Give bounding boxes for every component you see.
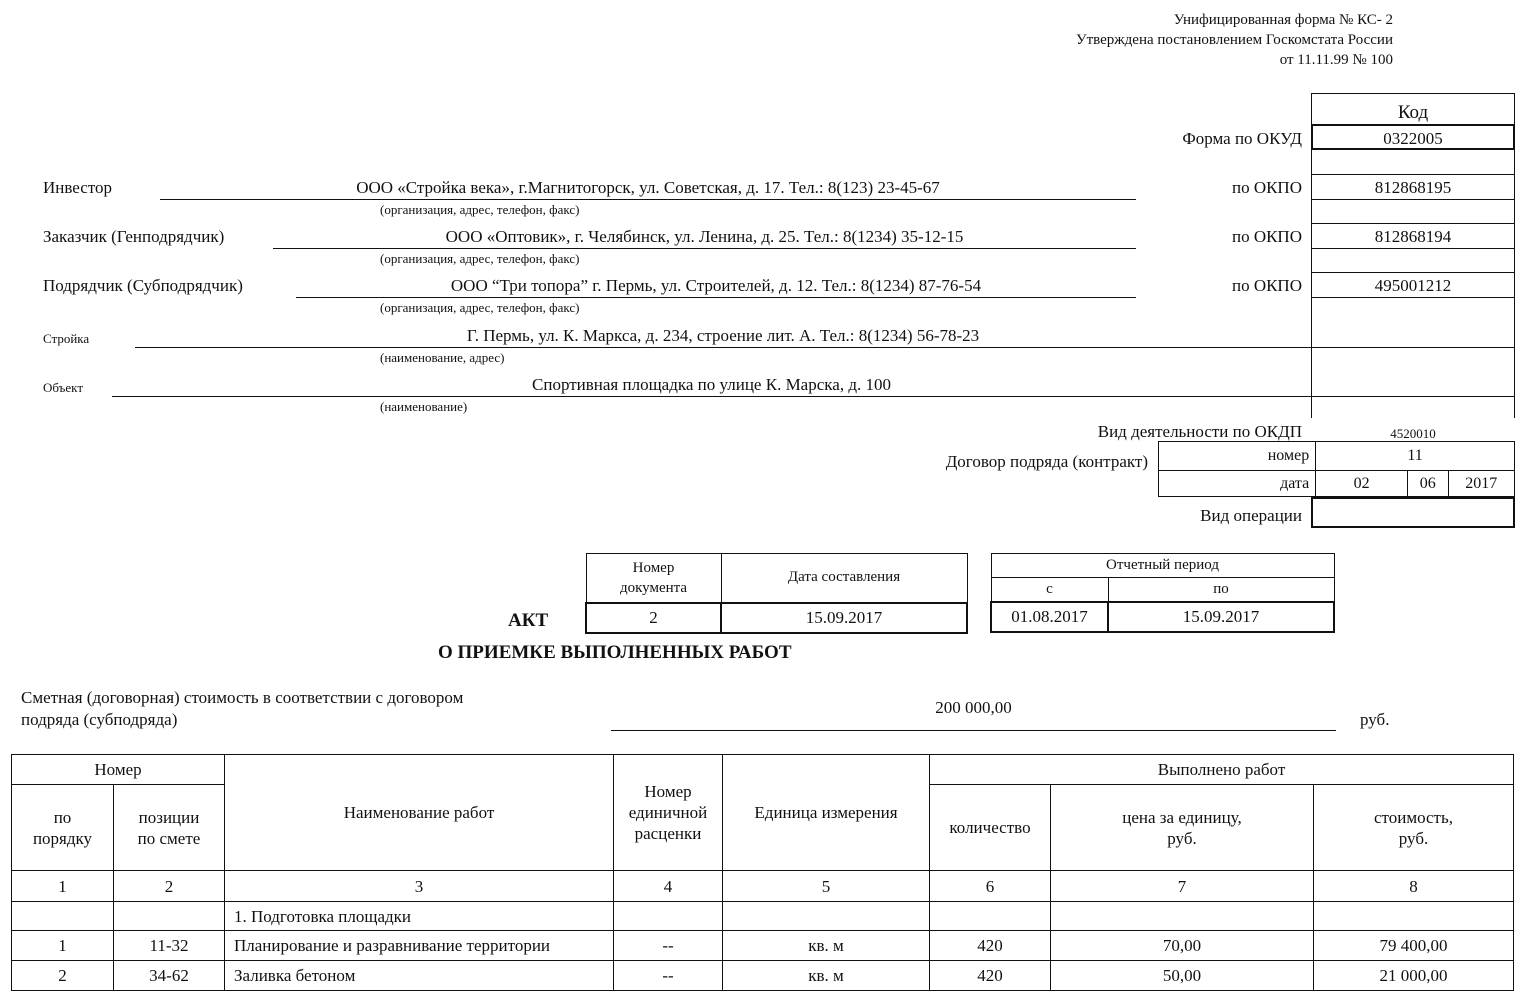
h-sum-2: руб. <box>1398 828 1429 848</box>
contract-table <box>1158 441 1515 497</box>
h-sum-1: стоимость, <box>1373 807 1453 827</box>
okdp-value: 4520010 <box>1390 426 1436 441</box>
works-table <box>11 754 1514 991</box>
row-position: 11-32 <box>114 931 225 961</box>
row-sum: 79 400,00 <box>1314 931 1514 961</box>
h-rate-3: расценки <box>634 824 702 843</box>
customer-okpo-label: по ОКПО <box>1231 227 1302 246</box>
section-title: 1. Подготовка площадки <box>225 902 614 931</box>
doc-date: 15.09.2017 <box>721 603 967 633</box>
row-unit: кв. м <box>723 931 930 961</box>
col-number-1: 1 <box>12 871 114 902</box>
h-position-2: по смете <box>137 828 201 848</box>
form-approval-date: от 11.11.99 № 100 <box>1279 52 1393 68</box>
code-title: Код <box>1397 102 1429 123</box>
row-name: Планирование и разравнивание территории <box>225 931 614 961</box>
customer-value: ООО «Оптовик», г. Челябинск, ул. Ленина, д. 25. Тел.: 8(1234) 35-12-15 <box>445 227 964 246</box>
customer-hint: (организация, адрес, телефон, факс) <box>380 251 580 266</box>
period-table <box>990 553 1335 633</box>
row-qty: 420 <box>930 961 1051 991</box>
okdp-label: Вид деятельности по ОКДП <box>1097 422 1302 441</box>
doc-number-header <box>586 554 721 603</box>
investor-okpo-label: по ОКПО <box>1231 178 1302 197</box>
contractor-label: Подрядчик (Субподрядчик) <box>43 276 243 295</box>
document-table <box>585 553 968 634</box>
doc-date-header: Дата составления <box>721 554 967 603</box>
col-number-2: 2 <box>114 871 225 902</box>
h-price <box>1051 785 1314 871</box>
row-price: 50,00 <box>1051 961 1314 991</box>
row-price: 70,00 <box>1051 931 1314 961</box>
row-rate: -- <box>614 931 723 961</box>
contractor-okpo-label: по ОКПО <box>1231 276 1302 295</box>
contractor-okpo: 495001212 <box>1374 276 1452 295</box>
col-number-6: 6 <box>930 871 1051 902</box>
cost-label-1: Сметная (договорная) стоимость в соответствии с договором <box>21 688 464 707</box>
period-header: Отчетный период <box>991 554 1334 578</box>
doc-number-header-1: Номер <box>632 559 675 576</box>
h-done: Выполнено работ <box>930 755 1514 785</box>
h-qty: количество <box>930 785 1051 871</box>
site-value: Г. Пермь, ул. К. Маркса, д. 234, строение лит. А. Тел.: 8(1234) 56-78-23 <box>466 326 980 345</box>
customer-label: Заказчик (Генподрядчик) <box>43 227 225 246</box>
period-from: 01.08.2017 <box>991 602 1108 632</box>
form-approval: Утверждена постановлением Госкомстата России <box>1075 32 1393 48</box>
act-title: АКТ <box>508 610 549 631</box>
h-position <box>114 785 225 871</box>
col-number-5: 5 <box>723 871 930 902</box>
h-rate <box>614 755 723 871</box>
object-label: Объект <box>43 380 83 395</box>
contract-number: 11 <box>1316 442 1515 471</box>
doc-number-header-2: документа <box>619 579 688 596</box>
cost-currency: руб. <box>1360 710 1390 729</box>
h-unit: Единица измерения <box>723 755 930 871</box>
operation-box <box>1311 497 1515 528</box>
object-hint: (наименование) <box>380 399 468 414</box>
h-rate-1: Номер <box>644 782 692 801</box>
okud-value: 0322005 <box>1383 129 1443 148</box>
act-subtitle: О ПРИЕМКЕ ВЫПОЛНЕННЫХ РАБОТ <box>438 642 792 663</box>
contract-date-label: дата <box>1159 471 1316 497</box>
form-name: Унифицированная форма № КС- 2 <box>1173 12 1393 28</box>
h-price-1: цена за единицу, <box>1122 807 1242 827</box>
cost-value: 200 000,00 <box>935 698 1012 717</box>
investor-value: ООО «Стройка века», г.Магнитогорск, ул. Советская, д. 17. Тел.: 8(123) 23-45-67 <box>356 178 940 197</box>
contract-label: Договор подряда (контракт) <box>945 452 1148 471</box>
investor-label: Инвестор <box>43 178 113 197</box>
okud-label: Форма по ОКУД <box>1182 129 1302 148</box>
row-order: 1 <box>12 931 114 961</box>
row-sum: 21 000,00 <box>1314 961 1514 991</box>
col-number-7: 7 <box>1051 871 1314 902</box>
h-order <box>12 785 114 871</box>
site-label: Стройка <box>43 331 90 346</box>
col-number-8: 8 <box>1314 871 1514 902</box>
row-qty: 420 <box>930 931 1051 961</box>
period-to-label: по <box>1108 578 1334 602</box>
h-name: Наименование работ <box>225 755 614 871</box>
h-rate-2: единичной <box>628 803 708 822</box>
contract-date-month: 06 <box>1407 471 1448 497</box>
h-order-2: порядку <box>32 828 93 848</box>
table-row <box>12 961 1514 991</box>
investor-okpo: 812868195 <box>1374 178 1452 197</box>
h-position-1: позиции <box>138 807 200 827</box>
row-order: 2 <box>12 961 114 991</box>
contract-date-day: 02 <box>1316 471 1408 497</box>
row-unit: кв. м <box>723 961 930 991</box>
investor-hint: (организация, адрес, телефон, факс) <box>380 202 580 217</box>
contractor-hint: (организация, адрес, телефон, факс) <box>380 300 580 315</box>
h-price-2: руб. <box>1167 828 1197 848</box>
h-order-1: по <box>53 807 72 827</box>
period-to: 15.09.2017 <box>1108 602 1334 632</box>
table-row <box>12 931 1514 961</box>
contract-date-year: 2017 <box>1448 471 1514 497</box>
row-position: 34-62 <box>114 961 225 991</box>
h-number: Номер <box>12 755 225 785</box>
period-from-label: с <box>991 578 1108 602</box>
row-rate: -- <box>614 961 723 991</box>
row-name: Заливка бетоном <box>225 961 614 991</box>
customer-okpo: 812868194 <box>1374 227 1452 246</box>
operation-label: Вид операции <box>1200 506 1302 525</box>
col-number-3: 3 <box>225 871 614 902</box>
h-sum <box>1314 785 1514 871</box>
contractor-value: ООО “Три топора” г. Пермь, ул. Строителей, д. 12. Тел.: 8(1234) 87-76-54 <box>450 276 982 295</box>
doc-number: 2 <box>586 603 721 633</box>
cost-label-2: подряда (субподряда) <box>21 710 178 729</box>
col-number-4: 4 <box>614 871 723 902</box>
site-hint: (наименование, адрес) <box>380 350 505 365</box>
object-value: Спортивная площадка по улице К. Марска, д. 100 <box>532 375 891 394</box>
contract-number-label: номер <box>1159 442 1316 471</box>
